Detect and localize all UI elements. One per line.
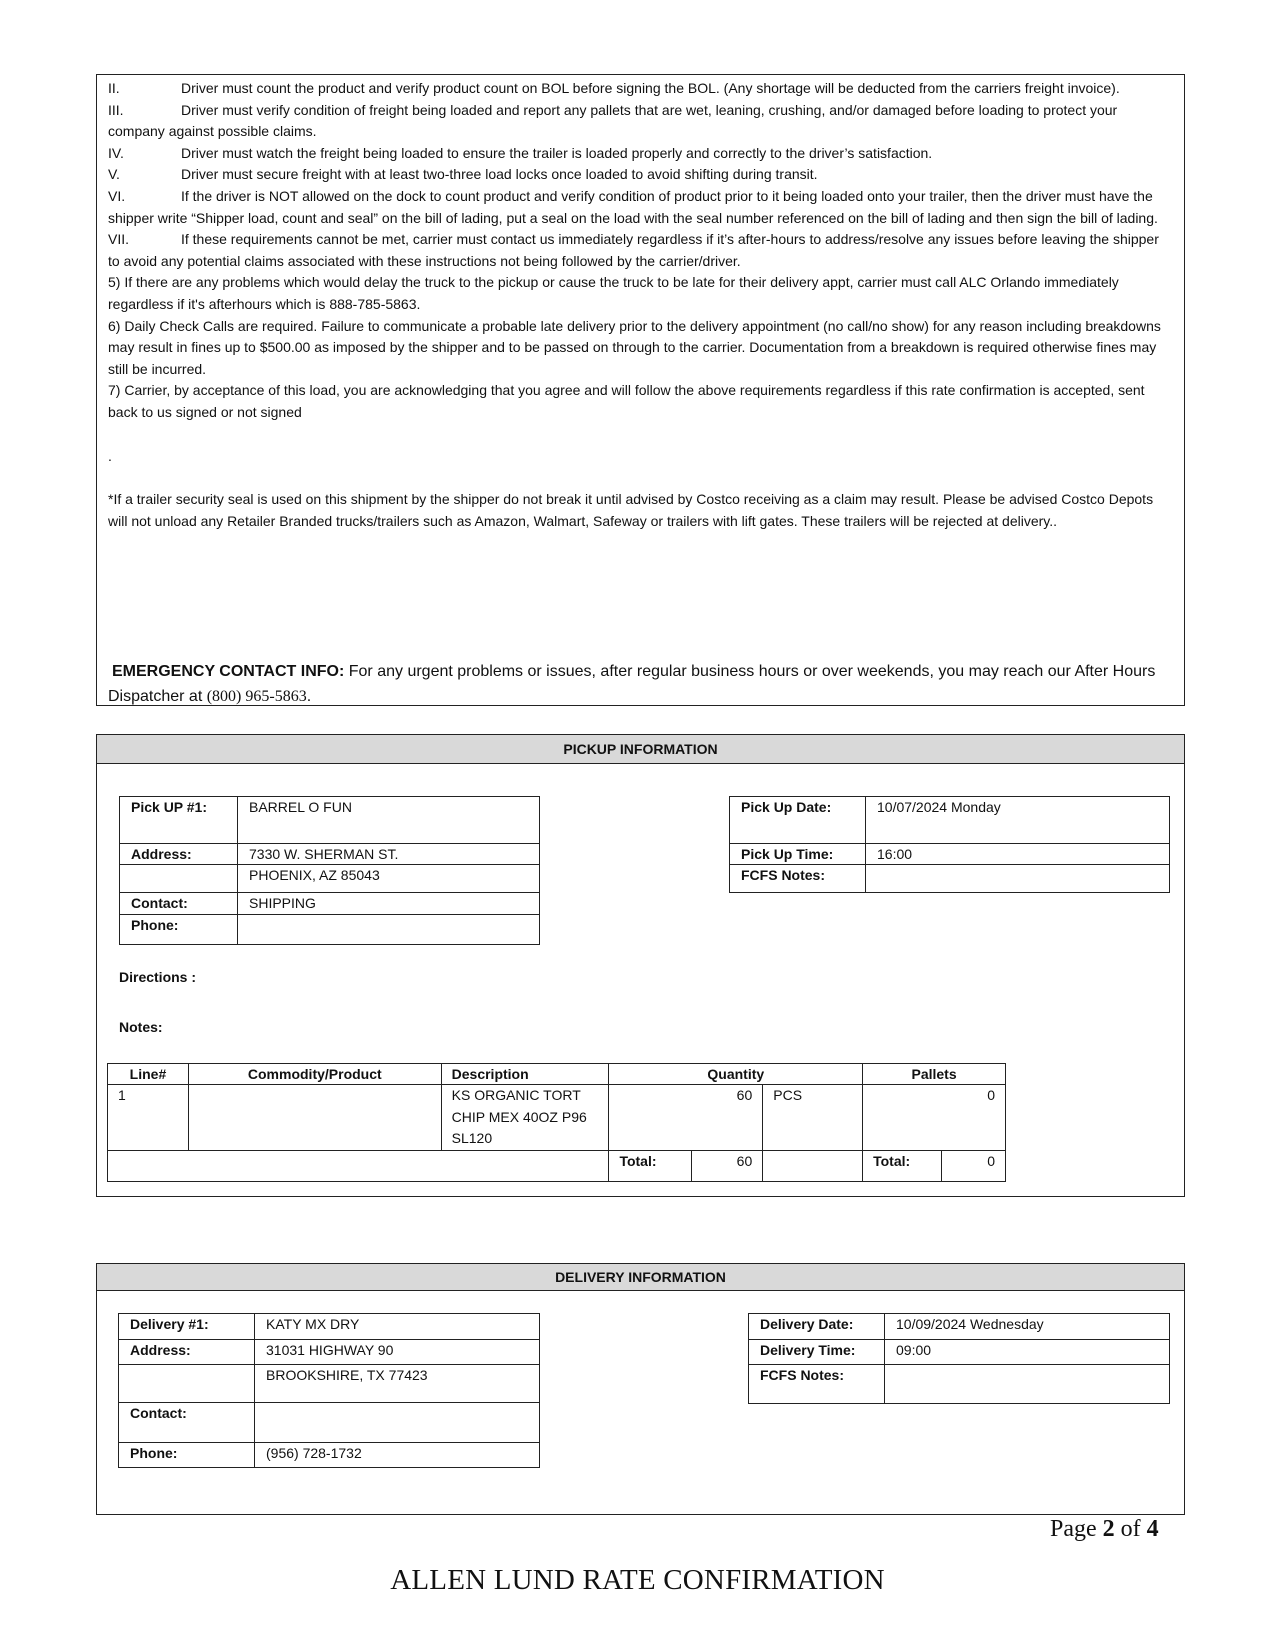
pickup-date: 10/07/2024 Monday	[866, 797, 1170, 844]
row-pallets: 0	[863, 1085, 1006, 1151]
term-item	[108, 164, 1174, 186]
totals-row	[108, 1150, 1006, 1181]
term-paragraph-6: 6) Daily Check Calls are required. Failure to communicate a probable late delivery prior to the delivery appointment (no call/no show) for any reason including breakdowns may result in fines up to $500.00 as imposed by the shipper and to be passed on through to the carrier. Documentation from a breakdown is required otherwise fines may still be incurred.	[108, 317, 1161, 377]
delivery-address-line2: BROOKSHIRE, TX 77423	[255, 1365, 540, 1403]
blank-cell	[120, 865, 238, 893]
row-line: 1	[108, 1085, 189, 1151]
row-commodity	[188, 1085, 441, 1151]
page-total: 4	[1146, 1516, 1159, 1542]
document-title: ALLEN LUND RATE CONFIRMATION	[390, 1564, 885, 1596]
directions-label: Directions :	[119, 969, 197, 985]
emergency-contact	[108, 659, 1166, 709]
term-dot: .	[108, 447, 112, 464]
term-number: IV.	[108, 144, 124, 161]
page-current: 2	[1102, 1516, 1115, 1542]
terms-box	[96, 74, 1185, 706]
delivery-address-line1: 31031 HIGHWAY 90	[255, 1340, 540, 1365]
term-item	[108, 78, 1174, 100]
row-unit: PCS	[763, 1085, 863, 1151]
page-number	[1050, 1516, 1159, 1543]
blank-cell	[119, 1365, 255, 1403]
pickup-location-table	[119, 796, 540, 945]
col-description: Description	[441, 1064, 609, 1085]
pickup-fcfs	[866, 865, 1170, 893]
pickup-header: PICKUP INFORMATION	[97, 735, 1184, 764]
pickup-address-line2: PHOENIX, AZ 85043	[238, 865, 540, 893]
pickup-phone	[238, 915, 540, 945]
delivery-location-table	[118, 1313, 540, 1468]
blank-cell	[108, 1150, 609, 1181]
notes-label: Notes:	[119, 1019, 163, 1035]
term-text: Driver must count the product and verify product count on BOL before signing the BOL. (Any shortage will be deducted from the carriers freight invoice).	[181, 80, 1120, 96]
delivery-phone: (956) 728-1732	[255, 1443, 540, 1468]
delivery-header: DELIVERY INFORMATION	[97, 1264, 1184, 1291]
term-item	[108, 186, 1174, 229]
term-paragraph-5: 5) If there are any problems which would delay the truck to the pickup or cause the truck to be late for their delivery appt, carrier must call ALC Orlando immediately regardless if it's afterhours which is 888-785-5863.	[108, 274, 1119, 312]
delivery-number-label: Delivery #1:	[119, 1314, 255, 1340]
delivery-name: KATY MX DRY	[255, 1314, 540, 1340]
term-number: V.	[108, 166, 120, 183]
delivery-date: 10/09/2024 Wednesday	[885, 1314, 1170, 1340]
trailer-seal-note: *If a trailer security seal is used on this shipment by the shipper do not break it until advised by Costco receiving as a claim may result. Please be advised Costco Depots will not unload any Retailer Branded trucks/trailers such as Amazon, Walmart, Safeway or trailers with lift gates. These trailers will be rejected at delivery..	[108, 491, 1154, 529]
delivery-fcfs	[885, 1365, 1170, 1404]
pickup-address-label: Address:	[120, 844, 238, 865]
col-commodity: Commodity/Product	[188, 1064, 441, 1085]
term-number: VII.	[108, 231, 130, 248]
term-item	[108, 143, 1174, 165]
pickup-date-label: Pick Up Date:	[730, 797, 866, 844]
pickup-name: BARREL O FUN	[238, 797, 540, 844]
total-qty-label: Total:	[609, 1150, 692, 1181]
col-pallets: Pallets	[863, 1064, 1006, 1085]
page-word: Page	[1050, 1516, 1097, 1542]
delivery-contact	[255, 1403, 540, 1443]
pickup-fcfs-label: FCFS Notes:	[730, 865, 866, 893]
delivery-time-label: Delivery Time:	[749, 1340, 885, 1365]
delivery-date-label: Delivery Date:	[749, 1314, 885, 1340]
delivery-section	[96, 1263, 1185, 1515]
pickup-number-label: Pick UP #1:	[120, 797, 238, 844]
emergency-phone: (800) 965-5863	[206, 688, 307, 705]
col-line: Line#	[108, 1064, 189, 1085]
row-description: KS ORGANIC TORT CHIP MEX 40OZ P96 SL120	[441, 1085, 609, 1151]
term-item	[108, 100, 1174, 143]
delivery-phone-label: Phone:	[119, 1443, 255, 1468]
term-number: VI.	[108, 187, 126, 204]
pickup-schedule-table	[729, 796, 1170, 893]
pickup-time-label: Pick Up Time:	[730, 844, 866, 865]
term-text: If these requirements cannot be met, carrier must contact us immediately regardless if it’s after-hours to address/resolve any issues before leaving the shipper to avoid any potential claims associated with these instructions not being followed by the carrier/driver.	[108, 231, 1159, 269]
total-pallets: 0	[942, 1150, 1006, 1181]
total-pallets-label: Total:	[863, 1150, 942, 1181]
row-quantity: 60	[609, 1085, 763, 1151]
emergency-label: EMERGENCY CONTACT INFO:	[112, 663, 345, 680]
table-row	[108, 1085, 1006, 1151]
delivery-address-label: Address:	[119, 1340, 255, 1365]
delivery-contact-label: Contact:	[119, 1403, 255, 1443]
pickup-contact: SHIPPING	[238, 893, 540, 915]
term-number: II.	[108, 80, 120, 96]
term-paragraph-7: 7) Carrier, by acceptance of this load, you are acknowledging that you agree and will follow the above requirements regardless if this rate confirmation is accepted, sent back to us signed or not signed	[108, 382, 1145, 420]
term-item	[108, 229, 1174, 272]
total-qty: 60	[692, 1150, 763, 1181]
term-number: III.	[108, 101, 124, 118]
delivery-fcfs-label: FCFS Notes:	[749, 1365, 885, 1404]
col-quantity: Quantity	[609, 1064, 863, 1085]
pickup-address-line1: 7330 W. SHERMAN ST.	[238, 844, 540, 865]
term-text: If the driver is NOT allowed on the dock to count product and verify condition of product prior to it being loaded onto your trailer, then the driver must have the shipper write “Shipper load, count and seal” on the bill of lading, put a seal on the load with the seal number referenced on the bill of lading and then sign the bill of lading.	[108, 187, 1158, 226]
emergency-period: .	[306, 688, 312, 705]
term-text: Driver must secure freight with at least two-three load locks once loaded to avoid shifting during transit.	[181, 166, 818, 183]
emergency-text: For any urgent problems or issues, after regular business hours or over weekends, you may reach our After Hours Dispatcher at	[108, 663, 1156, 705]
commodity-header-row	[108, 1064, 1006, 1085]
blank-cell	[763, 1150, 863, 1181]
pickup-section	[96, 734, 1185, 1197]
delivery-schedule-table	[748, 1313, 1170, 1404]
pickup-time: 16:00	[866, 844, 1170, 865]
pickup-contact-label: Contact:	[120, 893, 238, 915]
delivery-time: 09:00	[885, 1340, 1170, 1365]
term-text: Driver must watch the freight being loaded to ensure the trailer is loaded properly and correctly to the driver’s satisfaction.	[181, 144, 933, 161]
commodity-table	[107, 1063, 1006, 1182]
term-text: Driver must verify condition of freight being loaded and report any pallets that are wet, leaning, crushing, and/or damaged before loading to protect your company against possible claims.	[108, 101, 1118, 140]
pickup-phone-label: Phone:	[120, 915, 238, 945]
page-of: of	[1120, 1516, 1141, 1542]
